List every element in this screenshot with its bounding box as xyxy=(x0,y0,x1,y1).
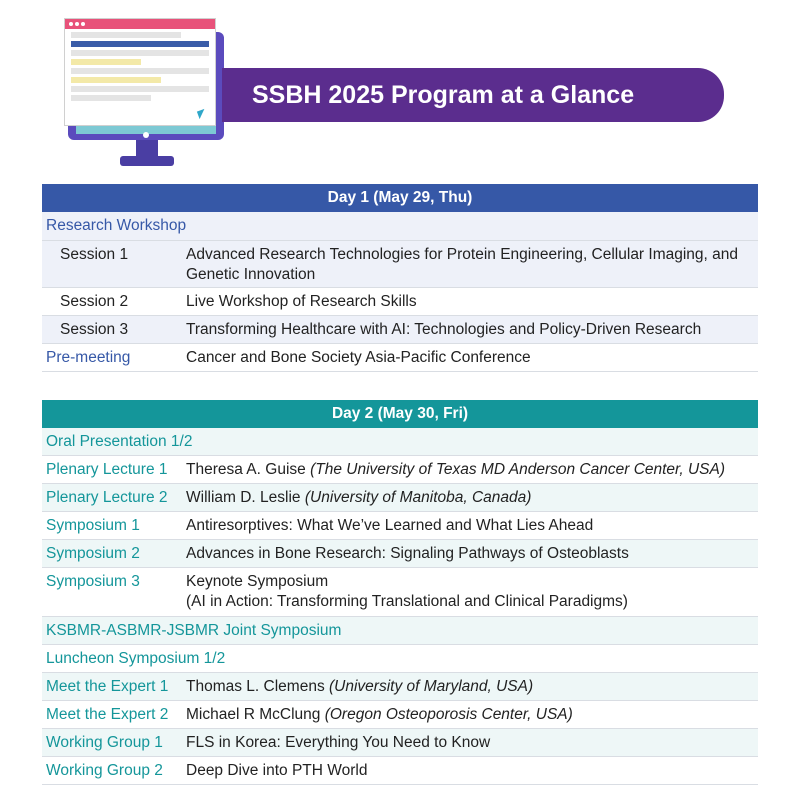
row-desc: Deep Dive into PTH World xyxy=(186,762,368,779)
day1-table xyxy=(42,184,758,372)
row-label: Research Workshop xyxy=(46,217,187,234)
speaker-affiliation: (Oregon Osteoporosis Center, USA) xyxy=(324,706,573,723)
row-label: Meet the Expert 2 xyxy=(46,706,169,723)
row-label: Plenary Lecture 2 xyxy=(46,489,168,506)
table-row xyxy=(42,645,758,673)
row-label: Pre-meeting xyxy=(46,349,131,366)
speaker-affiliation: (The University of Texas MD Anderson Cancer Center, USA) xyxy=(310,461,726,478)
table-row xyxy=(42,344,758,372)
table-row xyxy=(42,540,758,568)
speaker-name: Thomas L. Clemens xyxy=(186,678,325,695)
symposium-title: Keynote Symposium xyxy=(186,573,329,590)
row-desc: Transforming Healthcare with AI: Technologies and Policy-Driven Research xyxy=(186,321,702,338)
row-label: Session 2 xyxy=(60,293,129,310)
speaker-name: Theresa A. Guise xyxy=(186,461,306,478)
speaker-name: William D. Leslie xyxy=(186,489,301,506)
table-row xyxy=(42,729,758,757)
page-title: SSBH 2025 Program at a Glance xyxy=(252,81,635,109)
page-header xyxy=(0,0,800,180)
row-label: Meet the Expert 1 xyxy=(46,678,169,695)
speaker-affiliation: (University of Manitoba, Canada) xyxy=(304,489,532,506)
monitor-icon xyxy=(48,14,228,174)
row-desc: FLS in Korea: Everything You Need to Know xyxy=(186,734,491,751)
row-label: Luncheon Symposium 1/2 xyxy=(46,650,226,667)
day1-heading: Day 1 (May 29, Thu) xyxy=(42,184,758,212)
row-desc xyxy=(186,673,756,697)
row-label: Plenary Lecture 1 xyxy=(46,461,168,478)
row-label: Symposium 3 xyxy=(46,573,140,590)
table-row xyxy=(42,568,758,617)
row-desc: Cancer and Bone Society Asia-Pacific Conference xyxy=(186,349,531,366)
row-desc: Live Workshop of Research Skills xyxy=(186,293,417,310)
table-row xyxy=(42,241,758,288)
speaker-name: Michael R McClung xyxy=(186,706,321,723)
row-label: KSBMR-ASBMR-JSBMR Joint Symposium xyxy=(46,622,342,639)
row-label: Working Group 1 xyxy=(46,734,163,751)
row-desc: Advanced Research Technologies for Protein Engineering, Cellular Imaging, and Genetic Innovation xyxy=(186,246,739,283)
row-desc xyxy=(186,568,756,612)
table-row xyxy=(42,673,758,701)
row-label: Symposium 1 xyxy=(46,517,140,534)
row-desc xyxy=(186,701,756,725)
row-desc: Advances in Bone Research: Signaling Pathways of Osteoblasts xyxy=(186,545,629,562)
title-banner xyxy=(222,68,724,122)
row-desc xyxy=(186,456,756,480)
table-row xyxy=(42,484,758,512)
symposium-subtitle: (AI in Action: Transforming Translational and Clinical Paradigms) xyxy=(186,593,628,610)
row-label: Working Group 2 xyxy=(46,762,163,779)
row-desc xyxy=(186,484,756,508)
day2-table xyxy=(42,400,758,785)
speaker-affiliation: (University of Maryland, USA) xyxy=(329,678,534,695)
table-row xyxy=(42,701,758,729)
table-row xyxy=(42,212,758,241)
table-row xyxy=(42,316,758,344)
day2-heading: Day 2 (May 30, Fri) xyxy=(42,400,758,428)
row-label: Symposium 2 xyxy=(46,545,140,562)
row-label: Oral Presentation 1/2 xyxy=(46,433,193,450)
table-row xyxy=(42,456,758,484)
row-label: Session 3 xyxy=(60,321,129,338)
table-row xyxy=(42,617,758,645)
table-row xyxy=(42,428,758,456)
table-row xyxy=(42,288,758,316)
table-row xyxy=(42,512,758,540)
row-desc: Antiresorptives: What We’ve Learned and What Lies Ahead xyxy=(186,517,594,534)
row-label: Session 1 xyxy=(60,246,129,263)
table-row xyxy=(42,757,758,785)
